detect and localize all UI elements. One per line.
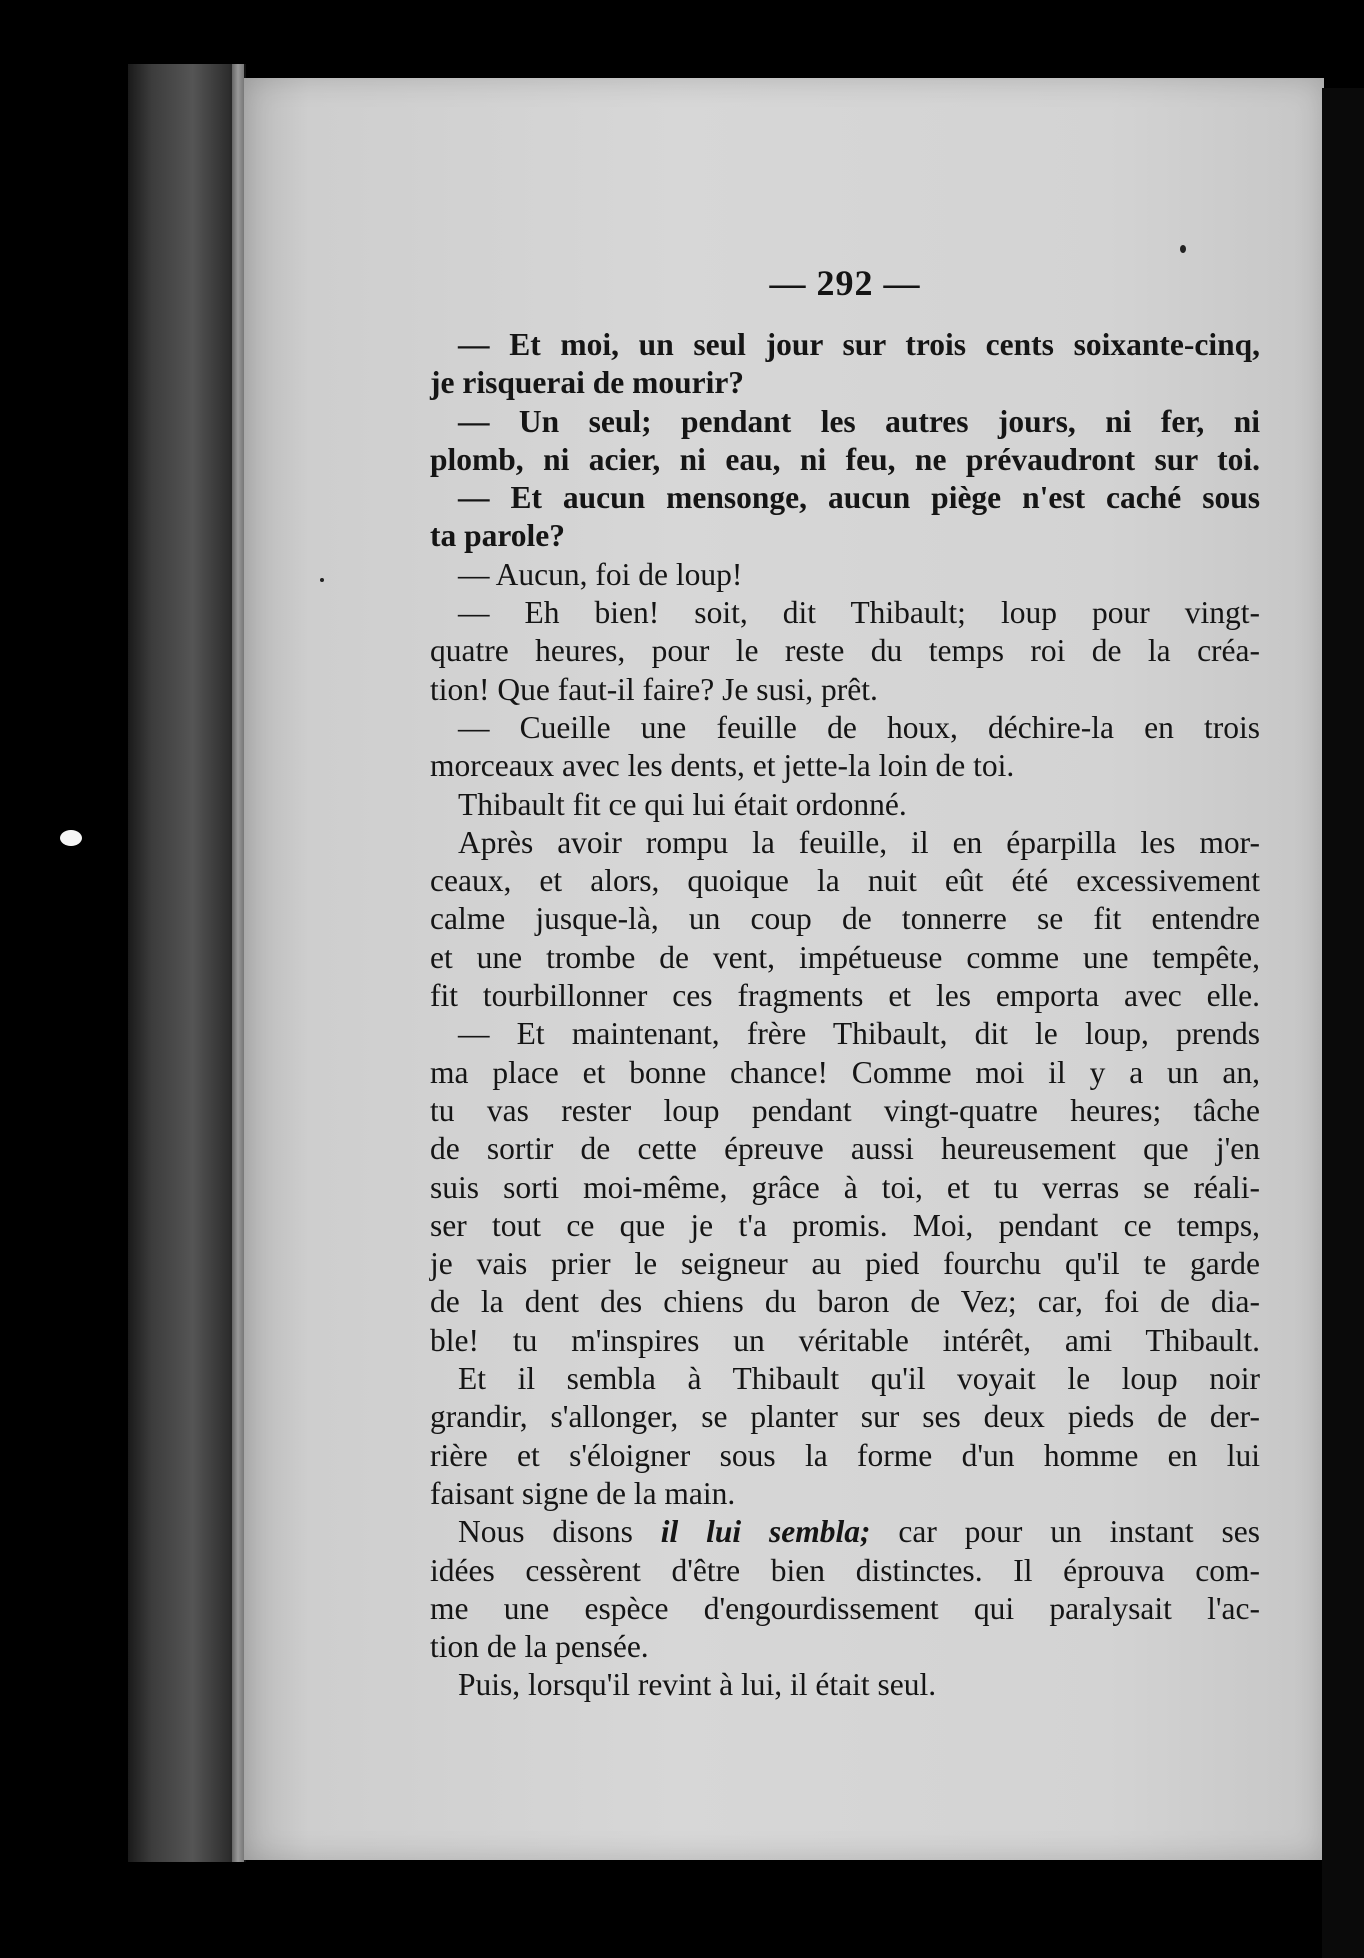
text-line: — Aucun, foi de loup! bbox=[458, 556, 743, 592]
text-line: — Et moi, un seul jour sur trois cents soixante-cinq, bbox=[458, 327, 1260, 362]
scan-border bbox=[1322, 88, 1364, 1958]
text-line: — Eh bien! soit, dit Thibault; loup pour vingt- bbox=[458, 595, 1260, 631]
text-line: Nous disons il lui sembla; car pour un instant ses bbox=[458, 1514, 1260, 1550]
text-line: tu vas rester loup pendant vingt-quatre heures; tâche bbox=[430, 1092, 1260, 1128]
text-line: me une espèce d'engourdissement qui paralysait l'ac- bbox=[430, 1590, 1260, 1626]
text-line: et une trombe de vent, impétueuse comme une tempête, bbox=[430, 939, 1260, 975]
text-line: rière et s'éloigner sous la forme d'un homme en lui bbox=[430, 1437, 1260, 1473]
page-number: — 292 — bbox=[769, 263, 921, 303]
text-line: fit tourbillonner ces fragments et les emporta avec elle. bbox=[430, 978, 1260, 1014]
text-line: Après avoir rompu la feuille, il en éparpilla les mor- bbox=[458, 824, 1260, 860]
scan-speck bbox=[320, 578, 324, 582]
text-line: je risquerai de mourir? bbox=[430, 365, 745, 401]
text-line: tion de la pensée. bbox=[430, 1629, 649, 1665]
text-line: suis sorti moi-même, grâce à toi, et tu verras se réali- bbox=[430, 1169, 1260, 1205]
text-line: grandir, s'allonger, se planter sur ses deux pieds de der- bbox=[430, 1399, 1260, 1435]
text-line: — Cueille une feuille de houx, déchire-la en trois bbox=[458, 709, 1260, 745]
text-line: quatre heures, pour le reste du temps roi de la créa- bbox=[430, 633, 1260, 669]
scan-speck bbox=[1180, 245, 1186, 253]
text-line: ser tout ce que je t'a promis. Moi, pendant ce temps, bbox=[430, 1207, 1260, 1243]
text-line: de sortir de cette épreuve aussi heureusement que j'en bbox=[430, 1131, 1260, 1167]
text-line: morceaux avec les dents, et jette-la loin de toi. bbox=[430, 748, 1015, 784]
text-line: je vais prier le seigneur au pied fourchu qu'il te garde bbox=[430, 1246, 1260, 1282]
text-line: ceaux, et alors, quoique la nuit eût été excessivement bbox=[430, 863, 1260, 899]
text-line: — Et aucun mensonge, aucun piège n'est caché sous bbox=[458, 480, 1260, 516]
text-line: ta parole? bbox=[430, 518, 566, 554]
text-line: Thibault fit ce qui lui était ordonné. bbox=[458, 786, 907, 822]
text-line: calme jusque-là, un coup de tonnerre se fit entendre bbox=[430, 901, 1260, 937]
text-line: ma place et bonne chance! Comme moi il y a un an, bbox=[430, 1054, 1260, 1090]
text-line: Et il sembla à Thibault qu'il voyait le loup noir bbox=[458, 1361, 1260, 1397]
italic-phrase: il lui sembla; bbox=[660, 1514, 871, 1550]
book-spine bbox=[128, 64, 246, 1862]
text-line: de la dent des chiens du baron de Vez; car, foi de dia- bbox=[430, 1284, 1260, 1320]
text-line: faisant signe de la main. bbox=[430, 1475, 736, 1511]
text-line: — Un seul; pendant les autres jours, ni fer, ni bbox=[458, 403, 1260, 439]
text-line: tion! Que faut-il faire? Je susi, prêt. bbox=[430, 671, 878, 707]
text-line: Puis, lorsqu'il revint à lui, il était seul. bbox=[458, 1667, 937, 1703]
text-line: — Et maintenant, frère Thibault, dit le loup, prends bbox=[458, 1016, 1260, 1052]
text-line: idées cessèrent d'être bien distinctes. Il éprouva com- bbox=[430, 1552, 1260, 1588]
page-text bbox=[430, 326, 1260, 1705]
text-line: ble! tu m'inspires un véritable intérêt, ami Thibault. bbox=[430, 1322, 1260, 1358]
scan-speck bbox=[60, 830, 82, 846]
page-edge bbox=[232, 64, 244, 1862]
text-line: plomb, ni acier, ni eau, ni feu, ne prévaudront sur toi. bbox=[430, 441, 1260, 477]
